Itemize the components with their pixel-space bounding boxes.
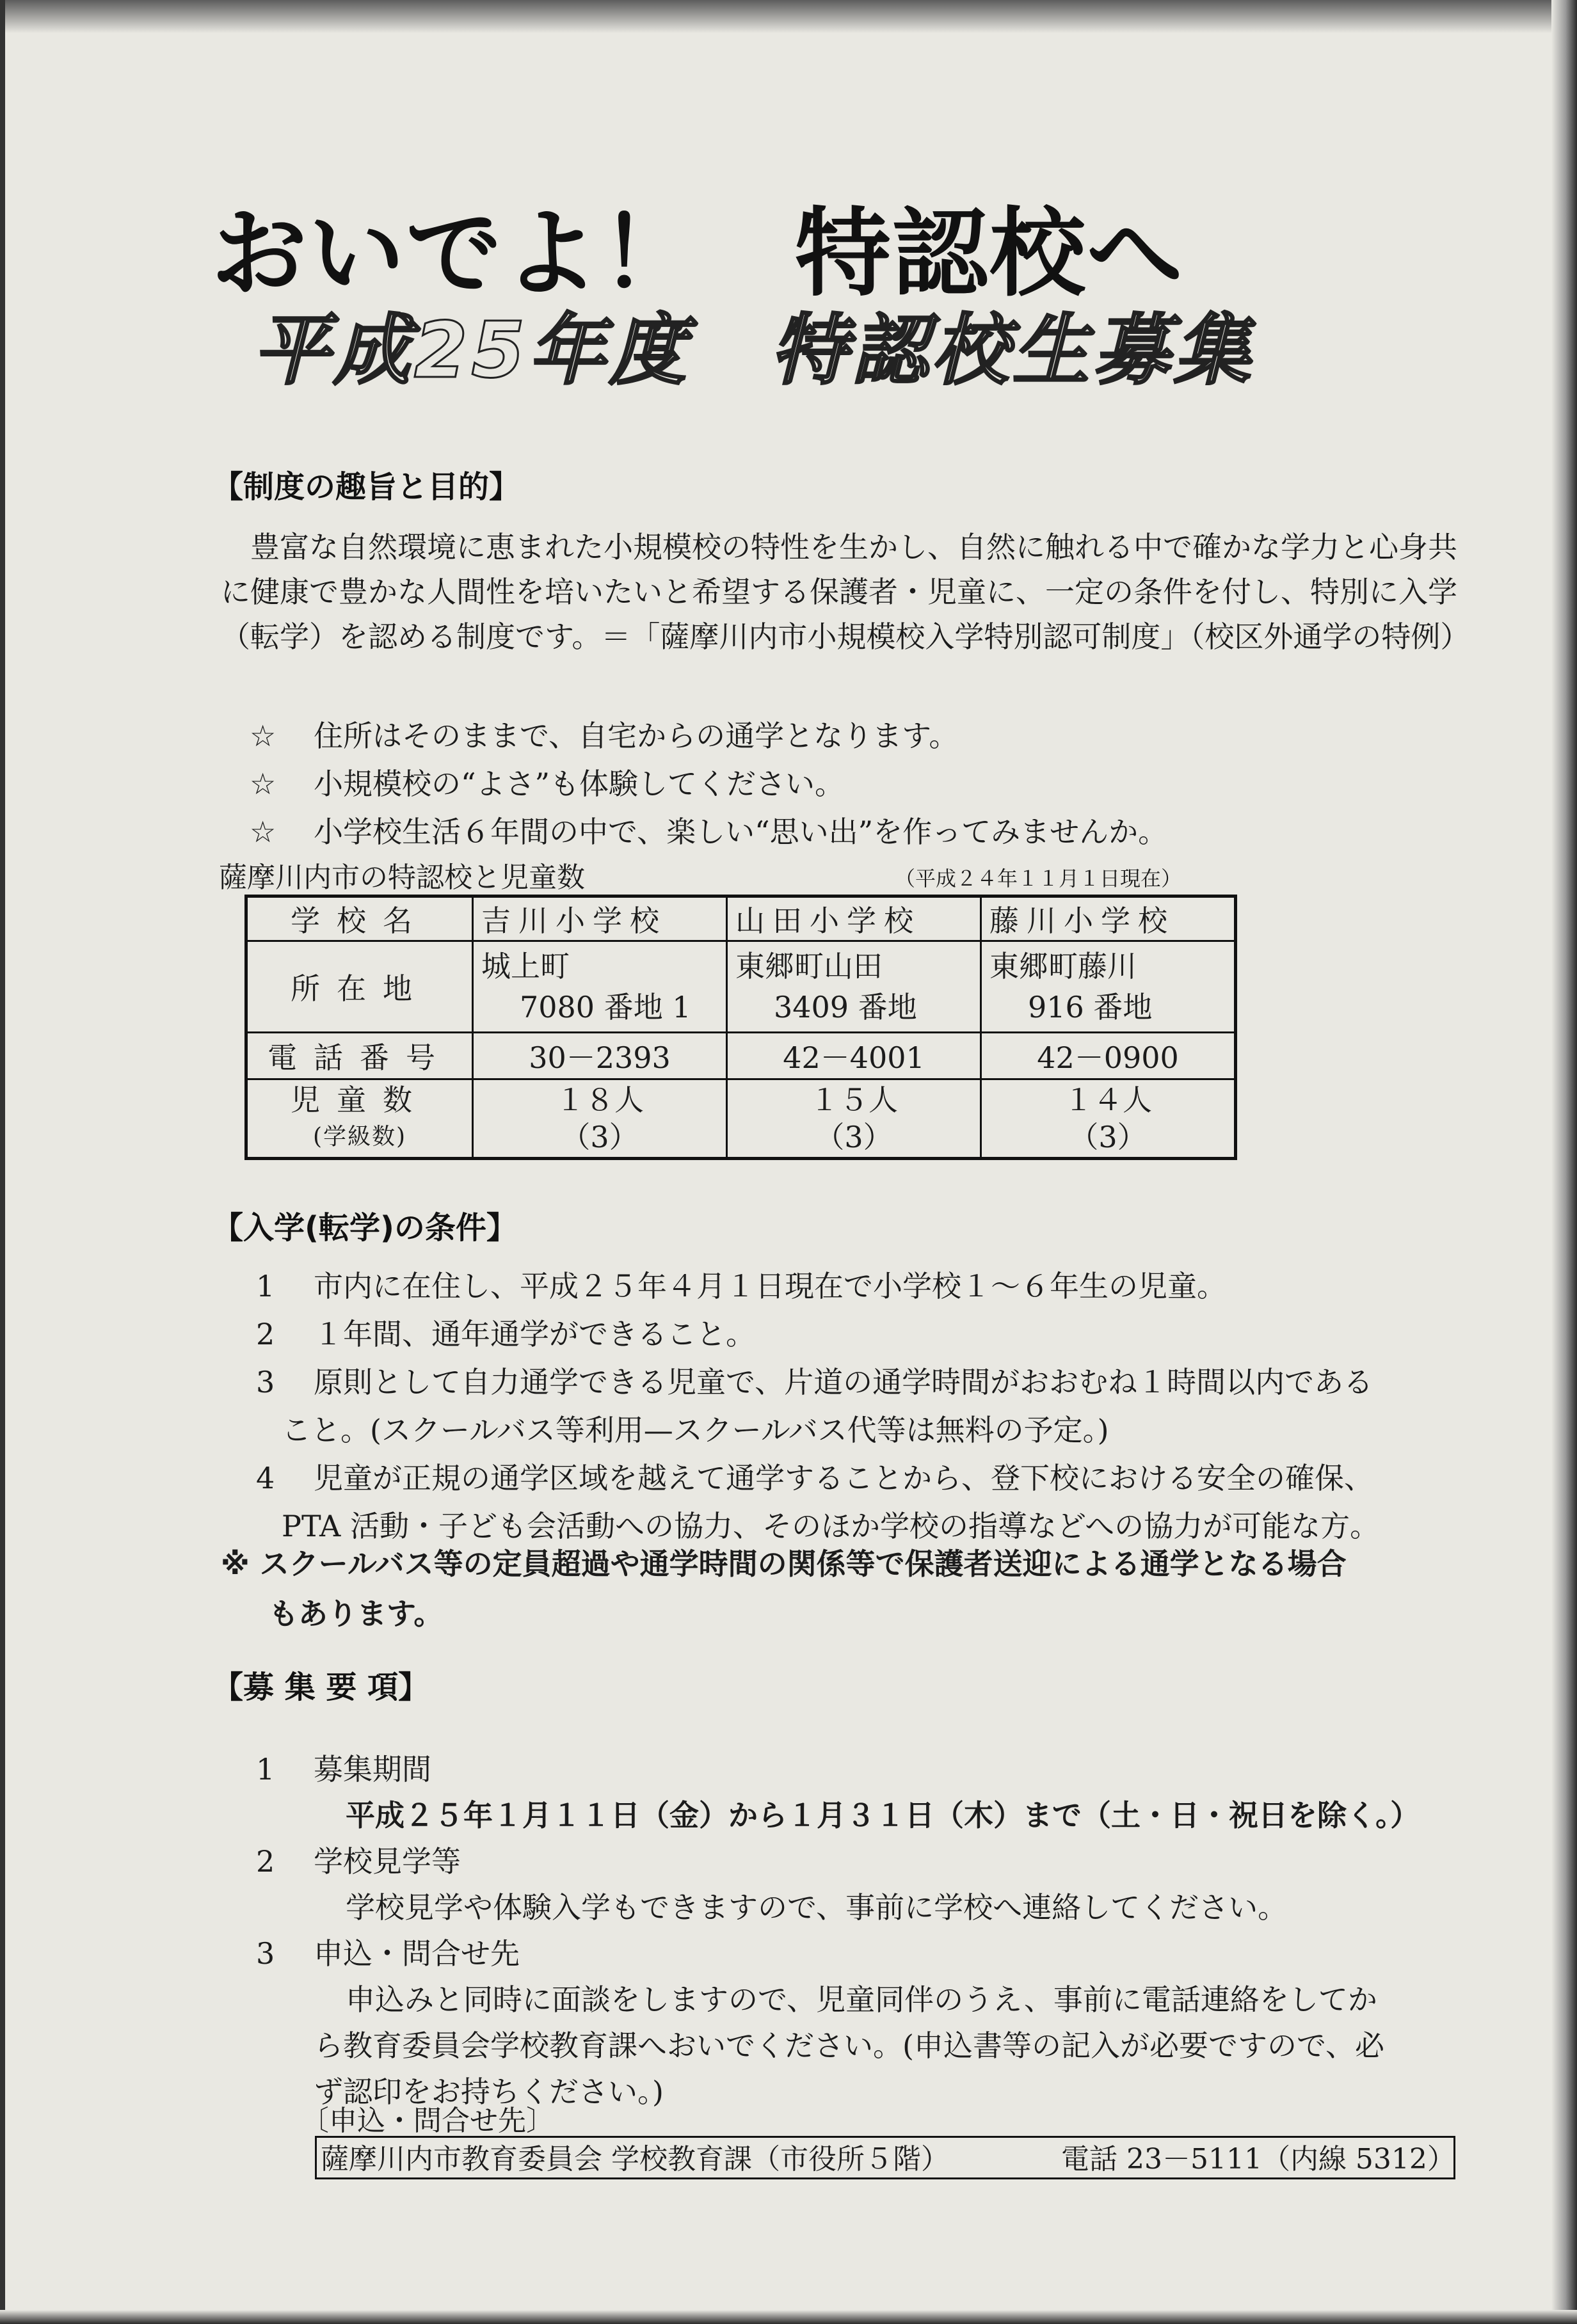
bullet-item [250,713,1167,761]
address-line1: 東郷町山田 [735,949,883,983]
bullet-item [250,761,1167,809]
scan-edge-top [0,0,1577,33]
school-phone: 30－2393 [473,1033,727,1079]
address-line2: 916 番地 [1028,990,1153,1024]
purpose-bullets [250,713,1167,857]
scan-edge-bottom [0,2310,1577,2324]
school-student-count [473,1079,727,1159]
row-label-school: 学校名 [246,896,473,941]
row-label-phone: 電話番号 [246,1033,473,1079]
table-row [246,896,1236,941]
student-count: １５人 [810,1083,898,1117]
table-row [246,941,1236,1033]
purpose-paragraph: 豊富な自然環境に恵まれた小規模校の特性を生かし、自然に触れる中で確かな学力と心身共に健康で豊かな人間性を培いたいと希望する保護者・児童に、一定の条件を付し、特別に入学（転学）を認める制度です。＝「薩摩川内市小規模校入学特別認可制度」（校区外通学の特例） [221,530,1470,654]
item-detail: 学校見学や体験入学もできますので、事前に学校へ連絡してください。 [346,1890,1288,1925]
bullet-text: 小学校生活６年間の中で、楽しい“思い出”を作ってみませんか。 [314,815,1168,849]
item-text: 原則として自力通学できる児童で、片道の通学時間がおおむね１時間以内である [314,1365,1373,1399]
school-name: 山田小学校 [727,896,981,941]
item-text: 市内に在住し、平成２５年４月１日現在で小学校１～６年生の児童。 [314,1269,1226,1303]
contact-label: 〔申込・問合せ先〕 [301,2105,554,2137]
school-name: 藤川小学校 [981,896,1236,941]
item-detail: 申込みと同時に面談をしますので、児童同伴のうえ、事前に電話連絡をしてか [346,1982,1377,2017]
note-line: もあります。 [269,1596,444,1631]
school-phone: 42－0900 [981,1033,1236,1079]
bullet-item [250,809,1167,857]
address-line2: 3409 番地 [774,990,917,1024]
contact-box [315,2136,1455,2179]
item-number: 1 [256,1269,275,1303]
school-student-count [727,1079,981,1159]
class-count: （3） [561,1120,639,1154]
recruitment-list [256,1747,1420,2115]
school-phone: 42－4001 [727,1033,981,1079]
star-icon: ☆ [250,815,276,849]
item-text: 児童が正規の通学区域を越えて通学することから、登下校における安全の確保、 [314,1461,1373,1495]
student-count: １８人 [556,1083,644,1117]
student-count: １４人 [1064,1083,1152,1117]
school-name: 吉川小学校 [473,896,727,941]
section-heading-conditions: 【入学(転学)の条件】 [212,1210,517,1246]
item-detail: ず認印をお持ちください。) [314,2074,664,2109]
students-label: 児童数 [291,1083,429,1117]
section-heading-purpose: 【制度の趣旨と目的】 [212,469,520,505]
section-heading-recruitment: 【募 集 要 項】 [212,1669,429,1705]
item-label: 申込・問合せ先 [314,1936,520,1971]
bullet-text: 住所はそのままで、自宅からの通学となります。 [314,719,959,753]
page-subtitle: 平成25年度 特認校生募集 [253,306,1254,395]
school-address [473,941,727,1033]
item-number: 1 [256,1752,275,1787]
table-as-of-date: （平成２４年１１月１日現在） [895,866,1182,891]
contact-organization: 薩摩川内市教育委員会 学校教育課（市役所５階） [321,2143,949,2176]
school-address [727,941,981,1033]
star-icon: ☆ [250,767,276,801]
class-count: （3） [1069,1120,1147,1154]
list-item [256,1264,1379,1312]
scan-edge-left [0,0,5,2324]
list-item [256,1931,1420,1977]
list-item [256,1839,1420,1885]
table-row [246,1033,1236,1079]
list-item-continuation: こと。(スクールバス等利用—スクールバス代等は無料の予定。) [282,1413,1109,1447]
item-number: 4 [256,1461,275,1495]
item-number: 2 [256,1317,275,1351]
school-address [981,941,1236,1033]
address-line1: 城上町 [481,949,570,983]
list-item [256,1456,1379,1504]
bullet-text: 小規模校の“よさ”も体験してください。 [314,767,845,801]
item-detail: ら教育委員会学校教育課へおいでください。(申込書等の記入が必要ですので、必 [314,2028,1385,2063]
table-caption: 薩摩川内市の特認校と児童数 [219,861,585,894]
row-label-students [246,1079,473,1159]
school-student-count [981,1079,1236,1159]
class-count: （3） [815,1120,893,1154]
item-number: 3 [256,1936,275,1971]
item-label: 募集期間 [314,1752,431,1787]
star-icon: ☆ [250,719,276,753]
item-label: 学校見学等 [314,1844,461,1879]
page-title: おいでよ！ 特認校へ [211,198,1185,310]
item-text: １年間、通年通学ができること。 [314,1317,755,1351]
schools-table [244,895,1237,1160]
note-line: ※ スクールバス等の定員超過や通学時間の関係等で保護者送迎による通学となる場合 [221,1547,1347,1581]
item-number: 3 [256,1365,275,1399]
list-item-continuation: PTA 活動・子ども会活動への協力、そのほか学校の指導などへの協力が可能な方。 [282,1509,1380,1543]
row-label-address: 所在地 [246,941,473,1033]
scan-edge-right [1551,0,1577,2324]
recruitment-period: 平成２５年１月１１日（金）から１月３１日（木）まで（土・日・祝日を除く。） [346,1798,1420,1833]
address-line1: 東郷町藤川 [989,949,1137,983]
table-row [246,1079,1236,1159]
list-item [256,1747,1420,1793]
contact-phone: 電話 23－5111（内線 5312） [1061,2143,1455,2176]
item-number: 2 [256,1844,275,1879]
address-line2: 7080 番地 1 [520,990,691,1024]
list-item [256,1312,1379,1360]
conditions-list [256,1264,1379,1552]
classes-label: (学級数) [312,1124,407,1150]
conditions-note [221,1539,1347,1639]
list-item [256,1360,1379,1408]
